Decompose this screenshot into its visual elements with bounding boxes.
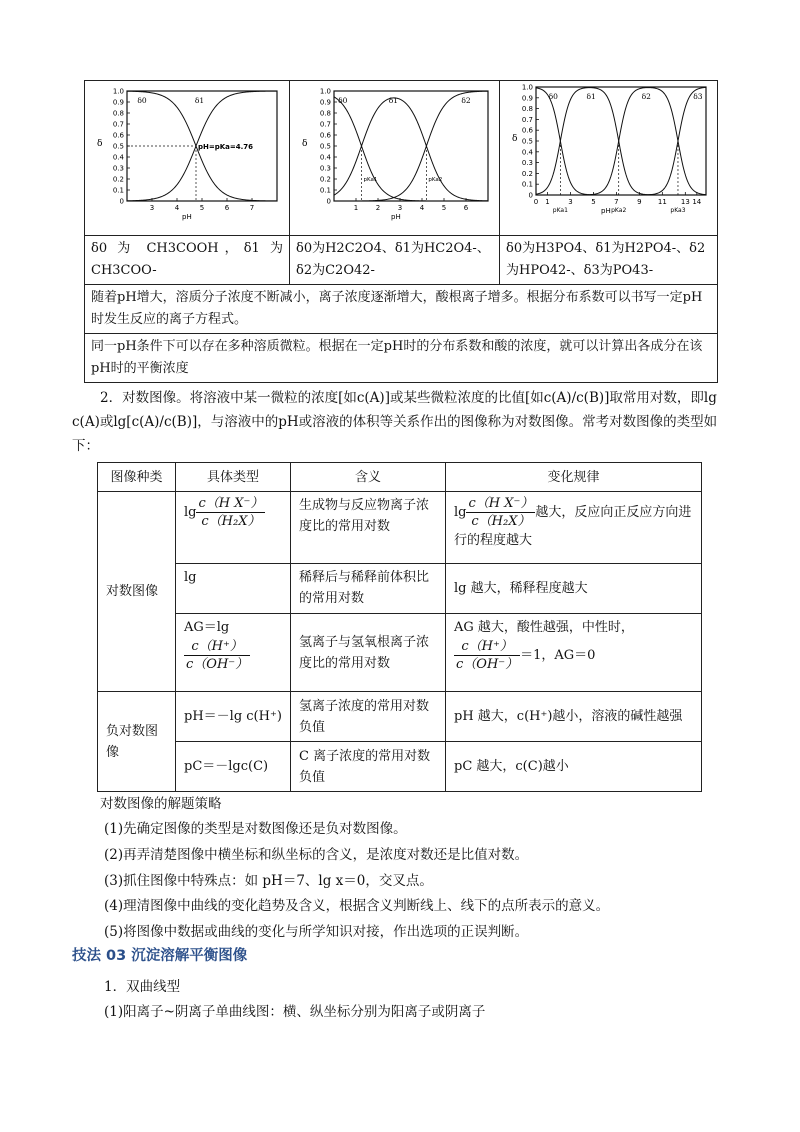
log-image-table	[97, 462, 702, 792]
strategy-item-4: (4)理清图像中曲线的变化趋势及含义，根据含义判断线上、线下的点所表示的意义。	[104, 898, 610, 914]
y-tick-label: 0.9	[319, 98, 331, 107]
type-cell-3	[176, 614, 291, 692]
x-tick-label: 1	[545, 198, 550, 206]
curve-label: δ0	[137, 96, 147, 105]
x-tick-label: 4	[174, 204, 180, 212]
x-tick-label: 5	[441, 204, 447, 212]
x-axis-label: pH	[601, 207, 611, 215]
header-meaning: 含义	[291, 463, 446, 492]
distribution-curve	[334, 98, 488, 201]
rule-cell-4: pH 越大，c(H⁺)越小，溶液的碱性越强	[446, 692, 702, 742]
curve-label: δ1	[388, 96, 399, 105]
distribution-table	[84, 80, 718, 383]
type-cell-5: pC＝－lgc(C)	[176, 742, 291, 792]
curve-label: δ3	[693, 92, 703, 101]
pka-label: pKa3	[670, 207, 686, 214]
type-cell-2: lg	[176, 564, 291, 614]
pka-annotation: pH=pKa=4.76	[198, 143, 254, 151]
desc-cell-3: δ0为H3PO4、δ1为H2PO4-、δ2为HPO42-、δ3为PO43-	[500, 236, 718, 285]
y-tick-label: 0.5	[112, 142, 124, 151]
fraction-denominator: c（OH⁻）	[186, 657, 249, 672]
rule-text: ＝1，AG＝0	[520, 648, 596, 663]
distribution-curve	[334, 91, 488, 201]
x-tick-label: 6	[463, 204, 469, 212]
fraction-numerator: c（H⁺）	[184, 638, 250, 656]
x-tick-label: 7	[249, 204, 255, 212]
y-tick-label: 0.3	[112, 164, 124, 173]
fraction	[184, 638, 250, 673]
distribution-curve	[334, 97, 488, 201]
fraction-numerator: c（H X⁻）	[198, 496, 264, 511]
y-tick-label: 0.7	[112, 120, 124, 129]
meaning-cell-1: 生成物与反应物离子浓度比的常用对数	[291, 492, 446, 564]
section-item-1: 1．双曲线型	[104, 979, 181, 995]
distribution-curve	[536, 88, 706, 195]
y-tick-label: 0.8	[112, 109, 124, 118]
meaning-cell-3: 氢离子与氢氧根离子浓度比的常用对数	[291, 614, 446, 692]
distribution-curve	[536, 88, 706, 195]
x-tick-label: 13	[680, 198, 690, 206]
fraction	[454, 638, 520, 673]
lg-prefix: lg	[454, 505, 467, 520]
fraction-denominator: c（OH⁻）	[456, 657, 519, 672]
x-tick-label: 9	[637, 198, 642, 206]
header-kind: 图像种类	[98, 463, 176, 492]
section-item-2: (1)阳离子~阴离子单曲线图：横、纵坐标分别为阳离子或阴离子	[104, 1004, 486, 1020]
x-tick-label: 7	[614, 198, 619, 206]
rule-cell-5: pC 越大，c(C)越小	[446, 742, 702, 792]
strategy-item-3: (3)抓住图像中特殊点：如 pH＝7、lg x＝0，交叉点。	[104, 873, 433, 889]
y-tick-label: 0.3	[521, 159, 533, 168]
curve-label: δ0	[548, 92, 558, 101]
strategy-item-1: (1)先确定图像的类型是对数图像还是负对数图像。	[104, 821, 407, 837]
intro-paragraph: 2．对数图像。将溶液中某一微粒的浓度[如c(A)]或某些微粒浓度的比值[如c(A)/c(B)]取常用对数，即lg c(A)或lg[c(A)/c(B)]，与溶液中的pH或溶液的体积等关系作出的图像称为对数图像。常考对数图像的类型如下：	[72, 390, 718, 454]
distribution-curve	[536, 88, 706, 195]
x-tick-label: 5	[199, 204, 205, 212]
distribution-curve	[536, 87, 706, 195]
pka-label: pKa1	[363, 177, 378, 184]
rule-cell-2: lg 越大，稀释程度越大	[446, 564, 702, 614]
y-tick-label: 0.1	[319, 186, 331, 195]
y-tick-label: 0.4	[319, 153, 331, 162]
y-tick-label: 0.2	[112, 175, 124, 184]
desc-cell-1: δ0 为 CH3COOH，δ1 为 CH3COO-	[85, 236, 290, 285]
y-tick-label: 0.1	[521, 180, 533, 189]
meaning-cell-5: C 离子浓度的常用对数负值	[291, 742, 446, 792]
x-tick-label: 0	[533, 198, 539, 206]
pka-label: pKa2	[428, 177, 443, 184]
chart-cell-1	[85, 81, 290, 236]
header-rule: 变化规律	[446, 463, 702, 492]
type-cell-4: pH＝－lg c(H⁺)	[176, 692, 291, 742]
fraction-numerator: c（H⁺）	[454, 638, 520, 656]
desc-cell-2: δ0为H2C2O4、δ1为HC2O4-、δ2为C2O42-	[290, 236, 500, 285]
chart-cell-3	[500, 81, 718, 236]
x-tick-label: 2	[375, 204, 381, 212]
curve-label: δ1	[586, 92, 596, 101]
y-tick-label: 0	[528, 191, 533, 200]
meaning-cell-2: 稀释后与稀释前体积比的常用对数	[291, 564, 446, 614]
y-tick-label: 0.9	[521, 94, 533, 103]
x-tick-label: 14	[692, 198, 702, 206]
y-tick-label: 0.1	[112, 186, 124, 195]
group-neglog: 负对数图像	[98, 692, 176, 792]
y-tick-label: 0.8	[319, 109, 331, 118]
rule-text: AG 越大，酸性越强，中性时，	[454, 620, 634, 635]
y-tick-label: 0.6	[112, 131, 124, 140]
strategy-item-5: (5)将图像中数据或曲线的变化与所学知识对接，作出选项的正误判断。	[104, 924, 529, 940]
group-log: 对数图像	[98, 492, 176, 692]
y-tick-label: 1.0	[112, 87, 124, 96]
y-tick-label: 0.9	[112, 98, 124, 107]
fraction-denominator: c（H₂X）	[201, 514, 261, 529]
chart-acetic-acid	[87, 83, 287, 229]
y-tick-label: 0.5	[521, 137, 533, 146]
y-tick-label: 0.8	[521, 105, 533, 114]
fraction-denominator: c（H₂X）	[471, 514, 531, 529]
rule-cell-3	[446, 614, 702, 692]
strategy-title: 对数图像的解题策略	[100, 796, 222, 812]
y-tick-label: 0.2	[319, 175, 331, 184]
x-tick-label: 3	[149, 204, 155, 212]
y-tick-label: 1.0	[319, 87, 331, 96]
pka-label: pKa1	[552, 207, 568, 214]
fraction	[466, 495, 535, 530]
chart-oxalic-acid	[292, 83, 497, 229]
y-tick-label: 0.7	[319, 120, 331, 129]
type-cell-1	[176, 492, 291, 564]
y-tick-label: 0.3	[319, 164, 331, 173]
y-tick-label: 1.0	[521, 83, 533, 92]
row-summary-2: 同一pH条件下可以存在多种溶质微粒。根据在一定pH时的分布系数和酸的浓度，就可以计算出各成分在该pH时的平衡浓度	[85, 334, 718, 383]
y-tick-label: 0.7	[521, 115, 533, 124]
y-tick-label: 0	[326, 197, 331, 206]
curve-label: δ2	[461, 96, 471, 105]
curve-label: δ2	[641, 92, 651, 101]
rule-text: 越大，反应向正反应方向进行的程度越大	[454, 505, 692, 548]
y-tick-label: 0	[119, 197, 124, 206]
x-tick-label: 6	[224, 204, 230, 212]
plot-frame	[536, 87, 706, 195]
plot-frame	[334, 91, 488, 201]
x-tick-label: 1	[353, 204, 359, 212]
x-tick-label: 4	[419, 204, 425, 212]
lg-prefix: lg	[184, 505, 197, 520]
meaning-cell-4: 氢离子浓度的常用对数负值	[291, 692, 446, 742]
y-tick-label: 0.6	[319, 131, 331, 140]
curve-label: δ0	[338, 96, 348, 105]
fraction-numerator: c（H X⁻）	[468, 496, 534, 511]
y-tick-label: 0.5	[319, 142, 331, 151]
section-heading: 技法 03 沉淀溶解平衡图像	[72, 948, 248, 964]
chart-cell-2	[290, 81, 500, 236]
y-axis-label: δ	[302, 139, 308, 149]
y-tick-label: 0.2	[521, 169, 533, 178]
y-tick-label: 0.4	[112, 153, 124, 162]
header-type: 具体类型	[176, 463, 291, 492]
curve-label: δ1	[194, 96, 205, 105]
row-summary-1: 随着pH增大，溶质分子浓度不断减小，离子浓度逐渐增大，酸根离子增多。根据分布系数可以书写一定pH时发生反应的离子方程式。	[85, 285, 718, 334]
pka-label: pKa2	[611, 207, 627, 214]
ag-definition: AG＝lg	[184, 620, 230, 635]
y-tick-label: 0.6	[521, 126, 533, 135]
fraction	[196, 495, 265, 530]
x-tick-label: 11	[657, 198, 667, 206]
y-tick-label: 0.4	[521, 148, 533, 157]
x-axis-label: pH	[391, 213, 401, 221]
x-tick-label: 5	[591, 198, 596, 206]
y-axis-label: δ	[512, 134, 518, 144]
x-tick-label: 3	[397, 204, 403, 212]
strategy-item-2: (2)再弄清楚图像中横坐标和纵坐标的含义，是浓度对数还是比值对数。	[104, 847, 529, 863]
y-axis-label: δ	[97, 139, 103, 149]
rule-cell-1	[446, 492, 702, 564]
x-axis-label: pH	[182, 213, 192, 221]
x-tick-label: 3	[568, 198, 573, 206]
chart-phosphoric-acid	[502, 83, 714, 229]
